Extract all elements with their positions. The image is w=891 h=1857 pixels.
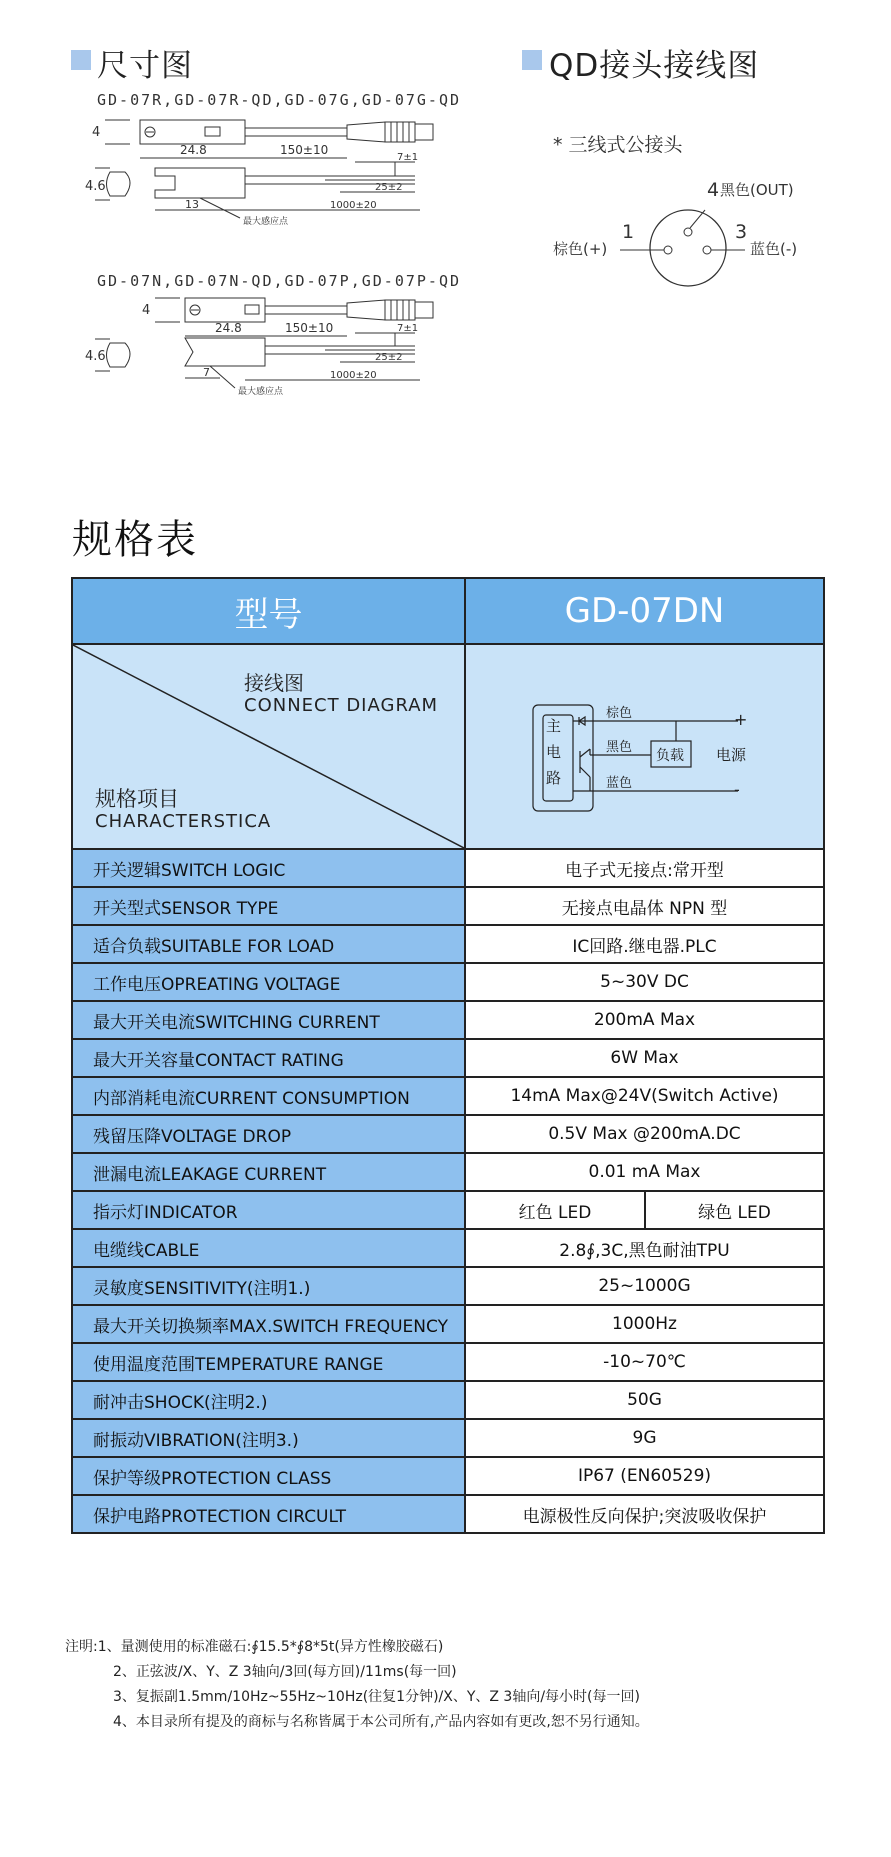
dim-4: 4 [142,303,151,318]
spec-value: 14mA Max@24V(Switch Active) [465,1077,824,1115]
spec-label: 工作电压OPREATING VOLTAGE [72,963,465,1001]
dim-25: 25±2 [375,182,403,193]
pin1-label: 棕色(+) [553,240,608,258]
spec-value: 9G [465,1419,824,1457]
dim-150: 150±10 [280,143,329,157]
circuit-diagram [466,645,824,848]
section-marker [71,50,91,70]
items-label-cn: 规格项目 [95,787,179,811]
spec-row [72,1419,824,1457]
qd-connector-diagram [540,170,840,300]
spec-row [72,1191,824,1229]
spec-row [72,1001,824,1039]
spec-value: 1000Hz [465,1305,824,1343]
spec-value: 6W Max [465,1039,824,1077]
spec-value-green-led: 绿色 LED [645,1191,824,1229]
section-marker [522,50,542,70]
dim-4-6: 4.6 [85,349,106,364]
spec-label: 电缆线CABLE [72,1229,465,1267]
spec-row [72,1153,824,1191]
spec-label: 内部消耗电流CURRENT CONSUMPTION [72,1077,465,1115]
pin4-number: 4 [707,179,720,201]
dimensions-title: 尺寸图 [97,48,193,84]
pin3-number: 3 [735,221,748,243]
max-sensing-point: 最大感应点 [243,217,289,227]
note-2: 2、正弦波/X、Y、Z 3轴向/3回(每方回)/11ms(每一回) [113,1664,457,1680]
diagram-label-cn: 接线图 [244,671,304,695]
diagram-label-en: CONNECT DIAGRAM [244,695,439,716]
spec-value: IP67 (EN60529) [465,1457,824,1495]
spec-row [72,1457,824,1495]
dim-7: 7±1 [397,152,419,163]
spec-value: 0.5V Max @200mA.DC [465,1115,824,1153]
dim-24-8: 24.8 [215,321,242,335]
spec-label: 最大开关电流SWITCHING CURRENT [72,1001,465,1039]
spec-row [72,1229,824,1267]
spec-row [72,925,824,963]
header-model-number: GD-07DN [465,578,824,644]
spec-row [72,1343,824,1381]
main-circuit-char3: 路 [546,769,562,787]
dim-13: 13 [185,198,199,211]
spec-row [72,1077,824,1115]
spec-label: 泄漏电流LEAKAGE CURRENT [72,1153,465,1191]
note-4: 4、本目录所有提及的商标与名称皆属于本公司所有,产品内容如有更改,恕不另行通知。 [113,1714,649,1730]
spec-label: 残留压降VOLTAGE DROP [72,1115,465,1153]
group2-models: GD-07N,GD-07N-QD,GD-07P,GD-07P-QD [97,272,462,290]
main-circuit-char2: 电 [546,743,562,761]
spec-label: 开关逻辑SWITCH LOGIC [72,849,465,887]
spec-row [72,849,824,887]
dim-7b: 7 [203,366,210,379]
spec-value: 2.8∮,3C,黑色耐油TPU [465,1229,824,1267]
spec-title: 规格表 [72,517,198,563]
max-sensing-point: 最大感应点 [238,387,284,397]
note-3: 3、复振副1.5mm/10Hz~55Hz~10Hz(往复1分钟)/X、Y、Z 3轴向/每小时(每一回) [113,1689,640,1705]
dim-4-6: 4.6 [85,179,106,194]
spec-label: 指示灯INDICATOR [72,1191,465,1229]
spec-value: 200mA Max [465,1001,824,1039]
spec-value: 电子式无接点:常开型 [465,849,824,887]
spec-label: 开关型式SENSOR TYPE [72,887,465,925]
spec-value: -10~70℃ [465,1343,824,1381]
spec-label: 使用温度范围TEMPERATURE RANGE [72,1343,465,1381]
dim-24-8: 24.8 [180,143,207,157]
circuit-diagram-cell [465,644,824,849]
spec-value: 0.01 mA Max [465,1153,824,1191]
wire-brown: 棕色 [606,706,633,721]
spec-value: 电源极性反向保护;突波吸收保护 [465,1495,824,1533]
spec-value: 5~30V DC [465,963,824,1001]
spec-table [71,577,825,1534]
dim-25: 25±2 [375,352,403,363]
qd-subtitle: * 三线式公接头 [553,134,683,156]
load-box: 负载 [656,748,684,764]
notes [65,1635,649,1735]
dimension-drawing-group1 [85,110,525,270]
dimension-drawing-group2 [85,293,525,443]
power-minus: - [734,780,740,799]
items-label-en: CHARACTERSTICA [95,811,272,832]
spec-value-red-led: 红色 LED [465,1191,645,1229]
wire-blue: 蓝色 [606,776,633,791]
main-circuit-char1: 主 [546,717,562,735]
dim-1000: 1000±20 [330,200,377,211]
spec-row [72,1039,824,1077]
spec-value: 25~1000G [465,1267,824,1305]
power-label: 电源 [716,746,747,764]
spec-label: 保护等级PROTECTION CLASS [72,1457,465,1495]
diagram-header-cell [72,644,465,849]
spec-row [72,963,824,1001]
wire-black: 黑色 [606,740,633,755]
spec-label: 灵敏度SENSITIVITY(注明1.) [72,1267,465,1305]
dim-7: 7±1 [397,323,419,334]
note-1: 注明:1、量测使用的标准磁石:∮15.5*∮8*5t(异方性橡胶磁石) [65,1639,444,1655]
spec-row [72,1115,824,1153]
spec-label: 保护电路PROTECTION CIRCULT [72,1495,465,1533]
spec-value: 50G [465,1381,824,1419]
dim-150: 150±10 [285,321,334,335]
spec-row [72,1495,824,1533]
spec-value: 无接点电晶体 NPN 型 [465,887,824,925]
group1-models: GD-07R,GD-07R-QD,GD-07G,GD-07G-QD [97,91,462,109]
spec-row [72,1267,824,1305]
spec-value: IC回路.继电器.PLC [465,925,824,963]
spec-label: 最大开关切换频率MAX.SWITCH FREQUENCY [72,1305,465,1343]
spec-label: 耐冲击SHOCK(注明2.) [72,1381,465,1419]
spec-row [72,1381,824,1419]
spec-row [72,887,824,925]
dim-1000: 1000±20 [330,370,377,381]
pin4-label: 黑色(OUT) [720,181,794,199]
pin3-label: 蓝色(-) [750,240,798,258]
qd-title: QD接头接线图 [549,48,760,84]
spec-label: 适合负载SUITABLE FOR LOAD [72,925,465,963]
dim-4: 4 [92,125,101,140]
spec-row [72,1305,824,1343]
spec-label: 最大开关容量CONTACT RATING [72,1039,465,1077]
header-model: 型号 [72,578,465,644]
spec-label: 耐振动VIBRATION(注明3.) [72,1419,465,1457]
pin1-number: 1 [622,221,635,243]
power-plus: + [734,710,748,729]
